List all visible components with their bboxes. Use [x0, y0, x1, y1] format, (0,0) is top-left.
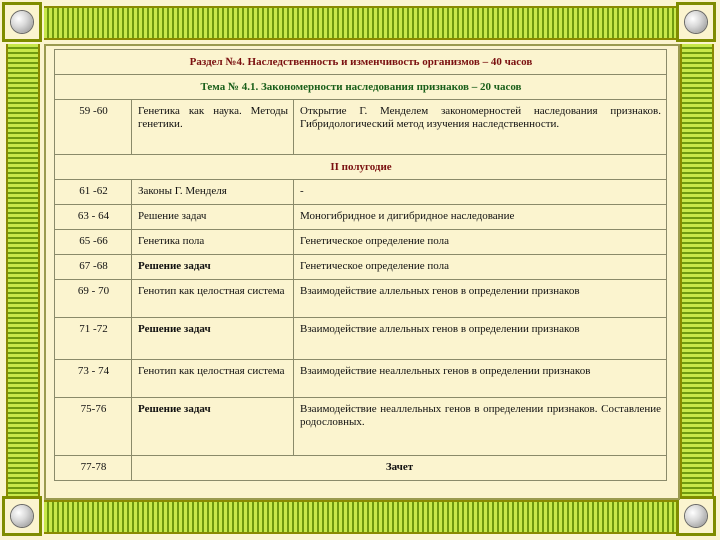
topic-row: [55, 75, 667, 100]
bottom-border-stripe: [44, 500, 676, 534]
lesson-content: Генетическое определение пола: [294, 230, 667, 255]
lesson-number: 71 -72: [55, 318, 132, 360]
knob-icon: [11, 505, 33, 527]
lesson-topic: Зачет: [132, 456, 667, 481]
lesson-content: Взаимодействие неаллельных генов в определении признаков: [294, 360, 667, 398]
top-border-stripe: [44, 6, 676, 40]
lesson-content: Генетическое определение пола: [294, 255, 667, 280]
corner-top-right: [676, 2, 716, 42]
lesson-content: Взаимодействие неаллельных генов в определении признаков. Составление родословных.: [294, 398, 667, 456]
lesson-content: Моногибридное и дигибридное наследование: [294, 205, 667, 230]
table-row: [55, 180, 667, 205]
lesson-number: 65 -66: [55, 230, 132, 255]
topic-title: Тема № 4.1. Закономерности наследования признаков – 20 часов: [55, 75, 667, 100]
table-row: [55, 318, 667, 360]
corner-top-left: [2, 2, 42, 42]
knob-icon: [11, 11, 33, 33]
lesson-number: 61 -62: [55, 180, 132, 205]
half-year-row: [55, 155, 667, 180]
lesson-number: 67 -68: [55, 255, 132, 280]
knob-icon: [685, 505, 707, 527]
lesson-content: -: [294, 180, 667, 205]
lesson-number: 69 - 70: [55, 280, 132, 318]
lesson-content: Открытие Г. Менделем закономерностей наследования признаков. Гибридологический метод изучения наследственности.: [294, 100, 667, 155]
knob-icon: [685, 11, 707, 33]
table-row: [55, 456, 667, 481]
table-row: [55, 255, 667, 280]
curriculum-table: [54, 49, 667, 481]
lesson-topic: Генетика пола: [132, 230, 294, 255]
table-row: [55, 100, 667, 155]
lesson-number: 77-78: [55, 456, 132, 481]
corner-bottom-right: [676, 496, 716, 536]
lesson-number: 75-76: [55, 398, 132, 456]
lesson-topic: Решение задач: [132, 398, 294, 456]
lesson-topic: Генотип как целостная система: [132, 280, 294, 318]
corner-bottom-left: [2, 496, 42, 536]
lesson-number: 73 - 74: [55, 360, 132, 398]
lesson-topic: Генотип как целостная система: [132, 360, 294, 398]
lesson-content: Взаимодействие аллельных генов в определении признаков: [294, 318, 667, 360]
left-border-stripe: [6, 44, 40, 496]
lesson-topic: Законы Г. Менделя: [132, 180, 294, 205]
table-row: [55, 280, 667, 318]
right-border-stripe: [680, 44, 714, 496]
lesson-number: 59 -60: [55, 100, 132, 155]
half-year-title: II полугодие: [55, 155, 667, 180]
lesson-topic: Генетика как наука. Методы генетики.: [132, 100, 294, 155]
section-row: [55, 50, 667, 75]
table-row: [55, 230, 667, 255]
lesson-number: 63 - 64: [55, 205, 132, 230]
table-row: [55, 205, 667, 230]
table-row: [55, 398, 667, 456]
section-title: Раздел №4. Наследственность и изменчивость организмов – 40 часов: [55, 50, 667, 75]
table-row: [55, 360, 667, 398]
lesson-content: Взаимодействие аллельных генов в определении признаков: [294, 280, 667, 318]
lesson-topic: Решение задач: [132, 318, 294, 360]
lesson-topic: Решение задач: [132, 205, 294, 230]
lesson-topic: Решение задач: [132, 255, 294, 280]
